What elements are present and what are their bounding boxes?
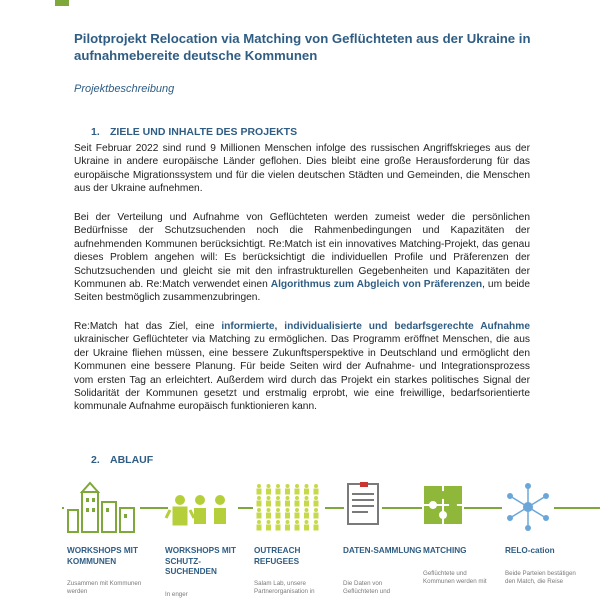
crowd-person — [276, 484, 281, 495]
section-heading-goals — [91, 126, 297, 138]
step-description: In enger — [165, 591, 188, 598]
crowd-person — [257, 520, 262, 531]
step-title: DATEN-SAMMLUNG — [343, 546, 422, 555]
logo-fragment — [55, 0, 69, 6]
crowd-person — [295, 520, 300, 531]
paragraph-text: ukrainischer Geflüchteter via Matching zu ermöglichen. Das Programm eröffnet Menschen, die aus der Ukraine fliehen müssen, eine bessere Zukunftsperspektive in Deutschland und ermöglicht den Kommunen eine bessere Planung. Für beide Seiten wird der Aufnahme- und Integrationsprozess vom ersten Tag an erleichtert. Außerdem wird durch das Projekt ein starkes politisches Signal der Solidarität der Kommunen gesetzt und erstmalig erprobt, wie eine freiwillige, bedarfsorientierte kommunale Aufnahme europäisch funktionieren kann. — [74, 334, 530, 413]
highlight-algorithm: Algorithmus zum Abgleich von Präferenzen — [270, 279, 483, 291]
document-subtitle: Projektbeschreibung — [74, 83, 175, 95]
section-title: ZIELE UND INHALTE DES PROJEKTS — [110, 126, 298, 138]
crowd-person — [266, 484, 271, 495]
crowd-person — [266, 496, 271, 507]
document-title: Pilotprojekt Relocation via Matching von Geflüchteten aus der Ukraine in aufnahmebereite deutsche Kommunen — [74, 31, 531, 63]
puzzle-icon — [418, 480, 498, 534]
section-title: ABLAUF — [110, 454, 154, 466]
crowd-person — [314, 484, 319, 495]
crowd-person — [304, 484, 309, 495]
step-description: Die Daten von Geflüchteten und — [343, 580, 391, 595]
town-icon — [62, 480, 142, 534]
document-icon — [338, 480, 418, 534]
crowd-person — [257, 508, 262, 519]
crowd-person — [276, 496, 281, 507]
paragraph-intro: Seit Februar 2022 sind rund 9 Millionen Menschen infolge des russischen Angriffskrieges aus der Ukraine in andere europäische Länder geflohen. Dies bleibt eine große Herausforderung für das europäische Migrationssystem und für die vielen deutschen Städten und Gemeinden, die Menschen aus der Ukraine aufnehmen. — [74, 143, 530, 195]
paragraph-matching — [74, 211, 530, 305]
paragraph-text: , um beide Seiten bestmöglich zusammenzubringen. — [74, 279, 530, 304]
network-icon — [500, 480, 580, 534]
crowd-person — [285, 496, 290, 507]
crowd-person — [257, 484, 262, 495]
crowd-person — [295, 496, 300, 507]
crowd-person — [285, 520, 290, 531]
paragraph-text: Bei der Verteilung und Aufnahme von Geflüchteten werden zumeist weder die persönlichen Bedürfnisse der Schutzsuchenden noch die Rahmenbedingungen und Kapazitäten der aufnehmenden Kommunen berücksichtigt. Re:Match ist ein innovatives Matching-Projekt, das genau dieses Problem angehen will: Es berücksichtigt die individuellen Profile und Präferenzen der Schutzsuchenden und gleicht sie mit den infrastrukturellen Gegebenheiten und Kapazitäten der Kommunen ab. Re:Match verwendet einen — [74, 212, 530, 291]
crowd-person — [314, 496, 319, 507]
crowd-person — [304, 496, 309, 507]
step-description: Geflüchtete und Kommunen werden mit — [423, 570, 487, 585]
paragraph-goal — [74, 320, 530, 414]
crowd-person — [295, 508, 300, 519]
process-flow — [62, 480, 600, 600]
crowd-person — [295, 484, 300, 495]
crowd-person — [285, 484, 290, 495]
step-title: OUTREACH REFUGEES — [254, 546, 301, 566]
section-heading-process — [91, 454, 153, 466]
step-title: MATCHING — [423, 546, 467, 555]
step-title: RELO-cation — [505, 546, 555, 555]
crowd-person — [266, 520, 271, 531]
crowd-person — [257, 496, 262, 507]
crowd-person — [276, 520, 281, 531]
crowd-icon — [249, 480, 329, 534]
step-description: Zusammen mit Kommunen werden — [67, 580, 142, 595]
crowd-person — [304, 508, 309, 519]
crowd-person — [314, 520, 319, 531]
crowd-person — [276, 508, 281, 519]
header-strip — [0, 0, 600, 8]
step-title: WORKSHOPS MIT SCHUTZ-SUCHENDEN — [165, 546, 236, 576]
highlight-aufnahme: informierte, individualisierte und bedarfsgerechte Aufnahme — [221, 321, 530, 332]
step-description: Salam Lab, unsere Partnerorganisation in — [254, 580, 315, 595]
section-number: 1. — [91, 126, 100, 138]
crowd-person — [266, 508, 271, 519]
people-icon — [160, 480, 240, 534]
crowd-person — [285, 508, 290, 519]
step-title: WORKSHOPS MIT KOMMUNEN — [67, 546, 138, 566]
section-number: 2. — [91, 454, 100, 466]
crowd-person — [314, 508, 319, 519]
crowd-person — [304, 520, 309, 531]
step-description: Beide Parteien bestätigen den Match, die Reise — [505, 570, 576, 585]
paragraph-text: Re:Match hat das Ziel, eine — [74, 321, 222, 332]
